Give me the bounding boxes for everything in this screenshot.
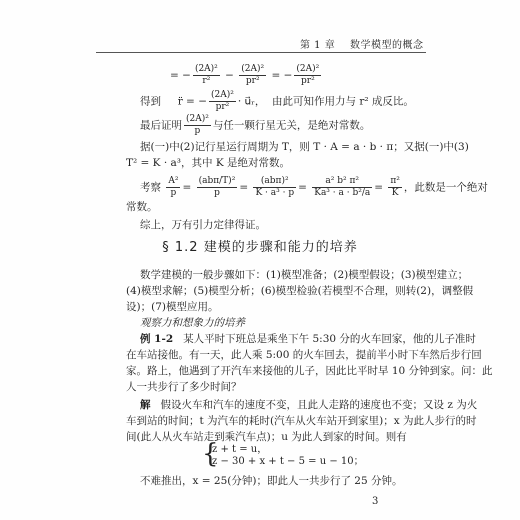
solution-line-1: 解 假设火车和汽车的速度不变，且此人走路的速度也不变；又设 z 为火 <box>140 399 478 411</box>
steps-line-3: 设)；(7)模型应用。 <box>126 301 219 313</box>
brace-glyph: { <box>202 439 219 469</box>
result-line: 得到 r̈ = − $\frac{\text{(2A)²}}{\text{pr²}}$ · u⃗ᵣ， 由此可知作用力与 r² 成反比。 <box>140 90 414 112</box>
system-eq-1: z + t = u， <box>212 444 268 455</box>
steps-line-1: 数学建模的一般步骤如下：(1)模型准备；(2)模型假设；(3)模型建立； <box>140 269 469 281</box>
example-line-4: 人一共步行了多少时间？ <box>126 381 242 393</box>
consider-line-2: 常数。 <box>126 201 158 213</box>
steps-line-2: (4)模型求解；(5)模型分析；(6)模型检验(若模型不合理，则转(2)，调整假 <box>126 285 474 297</box>
consider-line: 考察 $\frac{\text{A²}}{p}$ = $\frac{\text{(abπ/T)²}}{p}$ = $\frac{\text{(abπ)²}}{\text{K · a³ · p}}$ = $\frac{\text{a² b² π²}}{\text{Ka³ · a · b²/a}}$ = $\frac{\text{π²}}{K}$ ，此数是一个绝对 <box>140 176 488 198</box>
section-title: § 1.2 建模的步骤和能力的培养 <box>162 240 358 255</box>
chapter-title: 数学模型的概念 <box>349 40 424 51</box>
system-eq-2: z − 30 + x + t − 5 = u − 10； <box>212 456 364 467</box>
equation-system <box>202 439 364 469</box>
example-line-2: 在车站接他。有一天，此人乘 5:00 的火车回去，提前半小时下车然后步行回 <box>126 349 482 361</box>
example-label: 例 1-2 <box>140 333 174 345</box>
chapter-label: 第 1 章 <box>300 40 336 51</box>
solution-label: 解 <box>140 399 151 411</box>
conclude-line: 综上，万有引力定律得证。 <box>140 219 266 231</box>
header-rule <box>96 52 426 53</box>
kepler-line-2: T² = K · a³，其中 K 是绝对常数。 <box>126 157 291 169</box>
page-number: 3 <box>372 496 379 507</box>
solution-line-4: 不难推出，x = 25(分钟)；即此人一共步行了 25 分钟。 <box>140 475 403 487</box>
prove-line: 最后证明 $\frac{\text{(2A)²}}{p}$ 与任一颗行星无关，是绝对常数。 <box>140 114 371 136</box>
example-line-3: 家。路上，他遇到了开汽车来接他的儿子，因此比平时早 10 分钟到家。问：此 <box>126 365 493 377</box>
equation-top: = − $\frac{\text{(2A)²}}{\text{r²}}$ − $\frac{\text{(2A)²}}{\text{pr²}}$ = − $\frac{\text{(2A)²}}{\text{pr²}}$ <box>170 64 320 86</box>
solution-line-2: 车到站的时间；t 为汽车的耗时(汽车从火车站开到家里)；x 为此人步行的时 <box>126 415 477 427</box>
subheading: 观察力和想象力的培养 <box>140 317 245 329</box>
example-line-1: 例 1-2 某人平时下班总是乘坐下午 5:30 分的火车回家，他的儿子准时 <box>140 333 476 345</box>
kepler-line-1: 据(一)中(2)记行星运行周期为 T，则 T · A = a · b · π；又据(一)中(3) <box>140 141 469 153</box>
solution-line-3: 间(此人从火车站走到乘汽车点)；u 为此人到家的时间。则有 <box>126 431 407 443</box>
running-header <box>300 36 423 51</box>
